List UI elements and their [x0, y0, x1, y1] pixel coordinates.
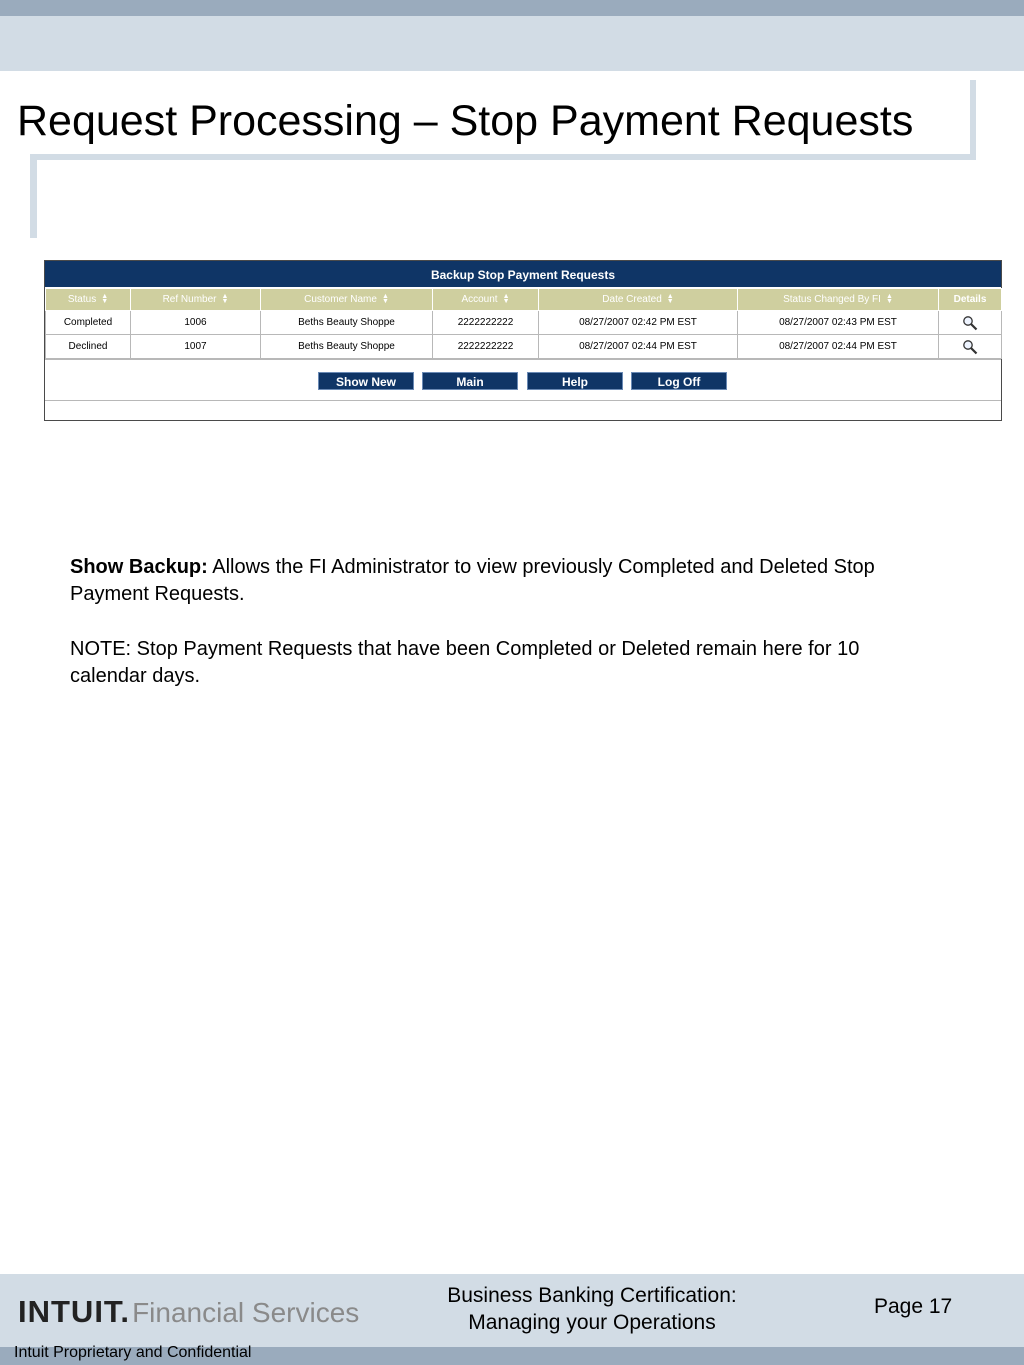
course-title [412, 1282, 772, 1336]
show-backup-description [70, 554, 930, 608]
cell-ref: 1007 [131, 335, 261, 359]
show-backup-text: Allows the FI Administrator to view previously Completed and Deleted Stop Payment Requests. [70, 556, 875, 605]
cell-account: 2222222222 [433, 335, 539, 359]
col-status[interactable]: Status ▲ ▼ [46, 289, 131, 311]
cell-changed: 08/27/2007 02:43 PM EST [738, 311, 939, 335]
page-title: Request Processing – Stop Payment Requests [17, 97, 914, 145]
help-button[interactable]: Help [527, 372, 623, 390]
course-line-2: Managing your Operations [468, 1311, 716, 1334]
panel-title: Backup Stop Payment Requests [45, 261, 1001, 288]
title-frame-right [970, 80, 976, 160]
table-header-row [46, 289, 1002, 311]
sort-icon[interactable]: ▲ ▼ [221, 293, 229, 306]
cell-ref: 1006 [131, 311, 261, 335]
cell-created: 08/27/2007 02:44 PM EST [539, 335, 738, 359]
col-status-changed[interactable]: Status Changed By FI ▲ ▼ [738, 289, 939, 311]
col-account[interactable]: Account ▲ ▼ [433, 289, 539, 311]
cell-details [939, 311, 1002, 335]
magnifier-icon[interactable] [962, 339, 978, 355]
sort-icon[interactable]: ▲ ▼ [381, 293, 389, 306]
logo-brand: INTUIT. [18, 1294, 131, 1329]
sort-icon[interactable]: ▲ ▼ [666, 293, 674, 306]
table-row [46, 311, 1002, 335]
logo-subtitle: Financial Services [132, 1297, 360, 1328]
course-line-1: Business Banking Certification: [447, 1284, 737, 1307]
cell-changed: 08/27/2007 02:44 PM EST [738, 335, 939, 359]
requests-table [45, 288, 1002, 359]
sort-icon[interactable]: ▲ ▼ [885, 293, 893, 306]
col-details: Details [939, 289, 1002, 311]
cell-details [939, 335, 1002, 359]
confidential-notice: Intuit Proprietary and Confidential [14, 1344, 252, 1361]
magnifier-icon[interactable] [962, 315, 978, 331]
retention-note: NOTE: Stop Payment Requests that have been Completed or Deleted remain here for 10 calendar days. [70, 638, 860, 687]
title-frame-bottom [32, 154, 976, 160]
title-frame-left [30, 154, 37, 238]
cell-status: Completed [46, 311, 131, 335]
main-button[interactable]: Main [422, 372, 518, 390]
cell-created: 08/27/2007 02:42 PM EST [539, 311, 738, 335]
sort-icon[interactable]: ▲ ▼ [502, 293, 510, 306]
col-date-created[interactable]: Date Created ▲ ▼ [539, 289, 738, 311]
show-backup-label: Show Backup: [70, 556, 208, 578]
col-customer-name[interactable]: Customer Name ▲ ▼ [261, 289, 433, 311]
top-band [0, 16, 1024, 71]
log-off-button[interactable]: Log Off [631, 372, 727, 390]
col-ref-number[interactable]: Ref Number ▲ ▼ [131, 289, 261, 311]
cell-status: Declined [46, 335, 131, 359]
sort-icon[interactable]: ▲ ▼ [101, 293, 109, 306]
intuit-logo [18, 1294, 359, 1330]
top-stripe [0, 0, 1024, 16]
button-row [45, 359, 1001, 401]
cell-customer: Beths Beauty Shoppe [261, 311, 433, 335]
table-row [46, 335, 1002, 359]
cell-account: 2222222222 [433, 311, 539, 335]
page-number: Page 17 [874, 1295, 953, 1318]
backup-requests-panel [44, 260, 1002, 421]
cell-customer: Beths Beauty Shoppe [261, 335, 433, 359]
show-new-button[interactable]: Show New [318, 372, 414, 390]
